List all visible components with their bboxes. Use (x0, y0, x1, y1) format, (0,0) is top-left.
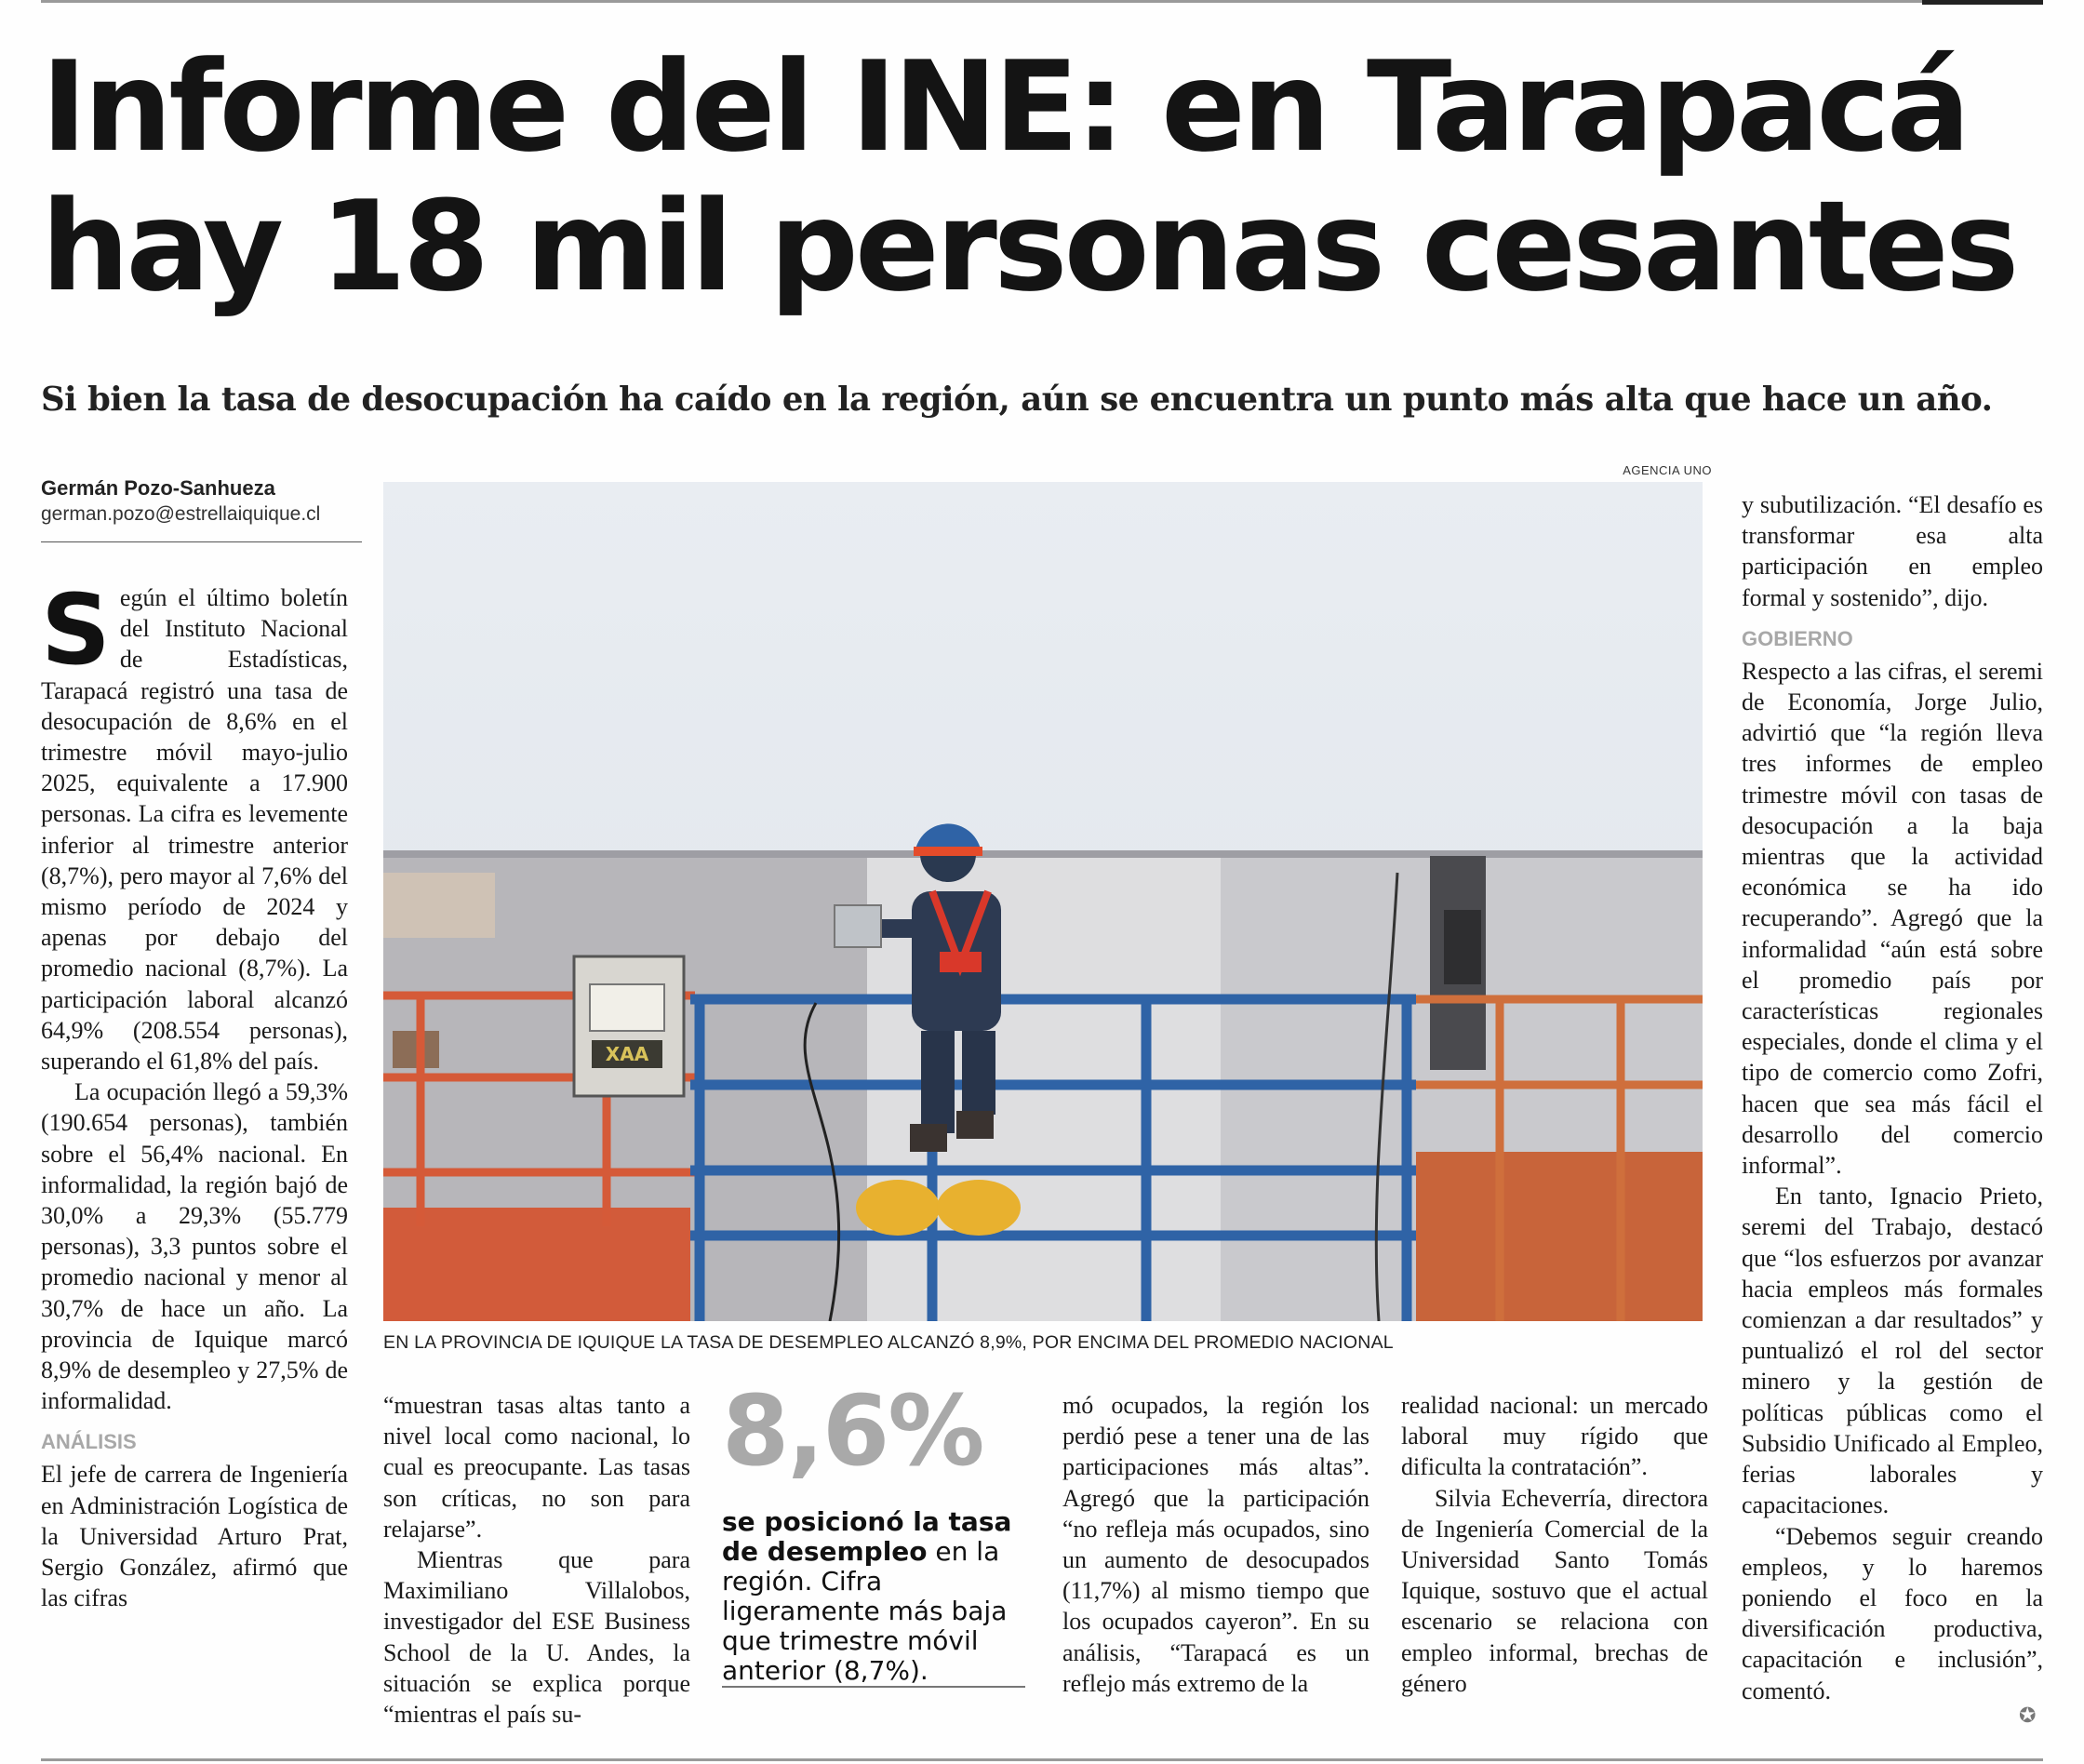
column-2 (383, 1390, 690, 1730)
stat-rule (722, 1686, 1025, 1688)
photo-credit: AGENCIA UNO (1623, 463, 1712, 477)
column-2-paragraph-1: “muestran tasas altas tanto a nivel local como nacional, lo cual es preocupante. Las tasas son críticas, no son para relajarse”. (383, 1392, 690, 1543)
photo (383, 482, 1703, 1321)
column-4-paragraph-1: mó ocupados, la región los perdió pese a tener una de las participaciones más altas”. Agregó que la participación “no refleja más ocupados, sino un aumento de desocupados (11,7%) al mismo tiempo que los ocupados cayeron”. En su análisis, “Tarapacá es un reflejo más extremo de la (1062, 1392, 1369, 1697)
column-6-paragraph-1: y subutilización. “El desafío es transformar esa alta participación en empleo formal y sostenido”, dijo. (1742, 491, 2043, 611)
top-rule-accent (1922, 0, 2043, 5)
column-5 (1401, 1390, 1708, 1699)
drop-cap: S (41, 573, 111, 687)
column-5-paragraph-1: realidad nacional: un mercado laboral muy rígido que dificulta la contratación”. (1401, 1392, 1708, 1481)
worker-on-scaffold-illustration (383, 482, 1703, 1321)
deck: Si bien la tasa de desocupación ha caído en la región, aún se encuentra un punto más alta que hace un año. (41, 381, 1993, 419)
headline-line-2: hay 18 mil personas cesantes (41, 174, 2016, 319)
column-6-paragraph-3: En tanto, Ignacio Prieto, seremi del Trabajo, destacó que “los esfuerzos por avanzar hacia empleos más formales comienzan a dar resultados” y puntualizó el rol del sector minero y la gestión de políticas públicas como el Subsidio Unificado al Empleo, ferias laborales y capacitaciones. (1742, 1183, 2043, 1519)
photo-caption: EN LA PROVINCIA DE IQUIQUE LA TASA DE DESEMPLEO ALCANZÓ 8,9%, POR ENCIMA DEL PROMEDIO NACIONAL (383, 1332, 1394, 1353)
section-head-analisis: ANÁLISIS (41, 1430, 137, 1454)
stat-bold-text: se posicionó la tasa de desempleo (722, 1506, 1012, 1567)
column-1 (41, 573, 348, 1614)
author-email: german.pozo@estrellaiquique.cl (41, 503, 321, 525)
column-1-paragraph-3: El jefe de carrera de Ingeniería en Administración Logística de la Universidad Arturo Prat, Sergio González, afirmó que las cifras (41, 1461, 348, 1612)
bottom-rule (41, 1758, 2043, 1761)
end-of-article-icon: ✪ (2019, 1704, 2037, 1728)
byline (41, 474, 357, 527)
top-rule (41, 0, 2043, 3)
column-6-paragraph-2: Respecto a las cifras, el seremi de Economía, Jorge Julio, advirtió que “la región lleva tres informes de empleo trimestre móvil con tasas de desocupación a la baja mientras que la actividad económica se ha ido recuperando”. Agregó que la informalidad “aún está sobre el promedio país por características regionales especiales, donde el clima y el tipo de comercio como Zofri, hacen que sea más fácil el desarrollo del comercio informal”. (1742, 657, 2043, 1180)
stat-text (722, 1507, 1035, 1686)
column-1-paragraph-2: La ocupación llegó a 59,3% (190.654 personas), también sobre el 56,4% nacional. En informalidad, la región bajó de 30,0% a 29,3% (55.779 personas), 3,3 puntos sobre el promedio nacional y menor al 30,7% de hace un año. La provincia de Iquique marcó 8,9% de desempleo y 27,5% de informalidad. (41, 1078, 348, 1415)
sign-text: XAA (605, 1043, 649, 1065)
headline-line-1: Informe del INE: en Tarapacá (41, 34, 1968, 180)
column-4 (1062, 1390, 1369, 1699)
author-name: Germán Pozo-Sanhueza (41, 476, 275, 500)
stat-plain-text: en la región. Cifra ligeramente más baja que trimestre móvil anterior (8,7%). (722, 1536, 1008, 1686)
column-6-paragraph-4: “Debemos seguir creando empleos, y lo haremos poniendo el foco en la diversificación productiva, capacitación e inclusión”, comentó. (1742, 1522, 2043, 1704)
section-head-gobierno: GOBIERNO (1742, 626, 1853, 650)
stat-number: 8,6% (722, 1374, 983, 1488)
headline (41, 34, 2051, 319)
column-6 (1742, 489, 2043, 1706)
column-2-paragraph-2: Mientras que para Maximiliano Villalobos, investigador del ESE Business School de la U. Andes, la situación se explica porque “mientras el país su- (383, 1546, 690, 1729)
column-5-paragraph-2: Silvia Echeverría, directora de Ingeniería Comercial de la Universidad Santo Tomás Iquique, sostuvo que el actual escenario se relaciona con empleo informal, brechas de género (1401, 1484, 1708, 1697)
byline-rule (41, 541, 362, 542)
column-1-paragraph-1: Según el último boletín del Instituto Nacional de Estadísticas, Tarapacá registró una tasa de desocupación de 8,6% en el trimestre móvil mayo-julio 2025, equivalente a 17.900 personas. La cifra es levemente inferior al trimestre anterior (8,7%), pero mayor al 7,6% del mismo período de 2024 y apenas por debajo del promedio nacional (8,7%). La participación laboral alcanzó 64,9% (208.554 personas), superando el 61,8% del país. (41, 573, 348, 1076)
